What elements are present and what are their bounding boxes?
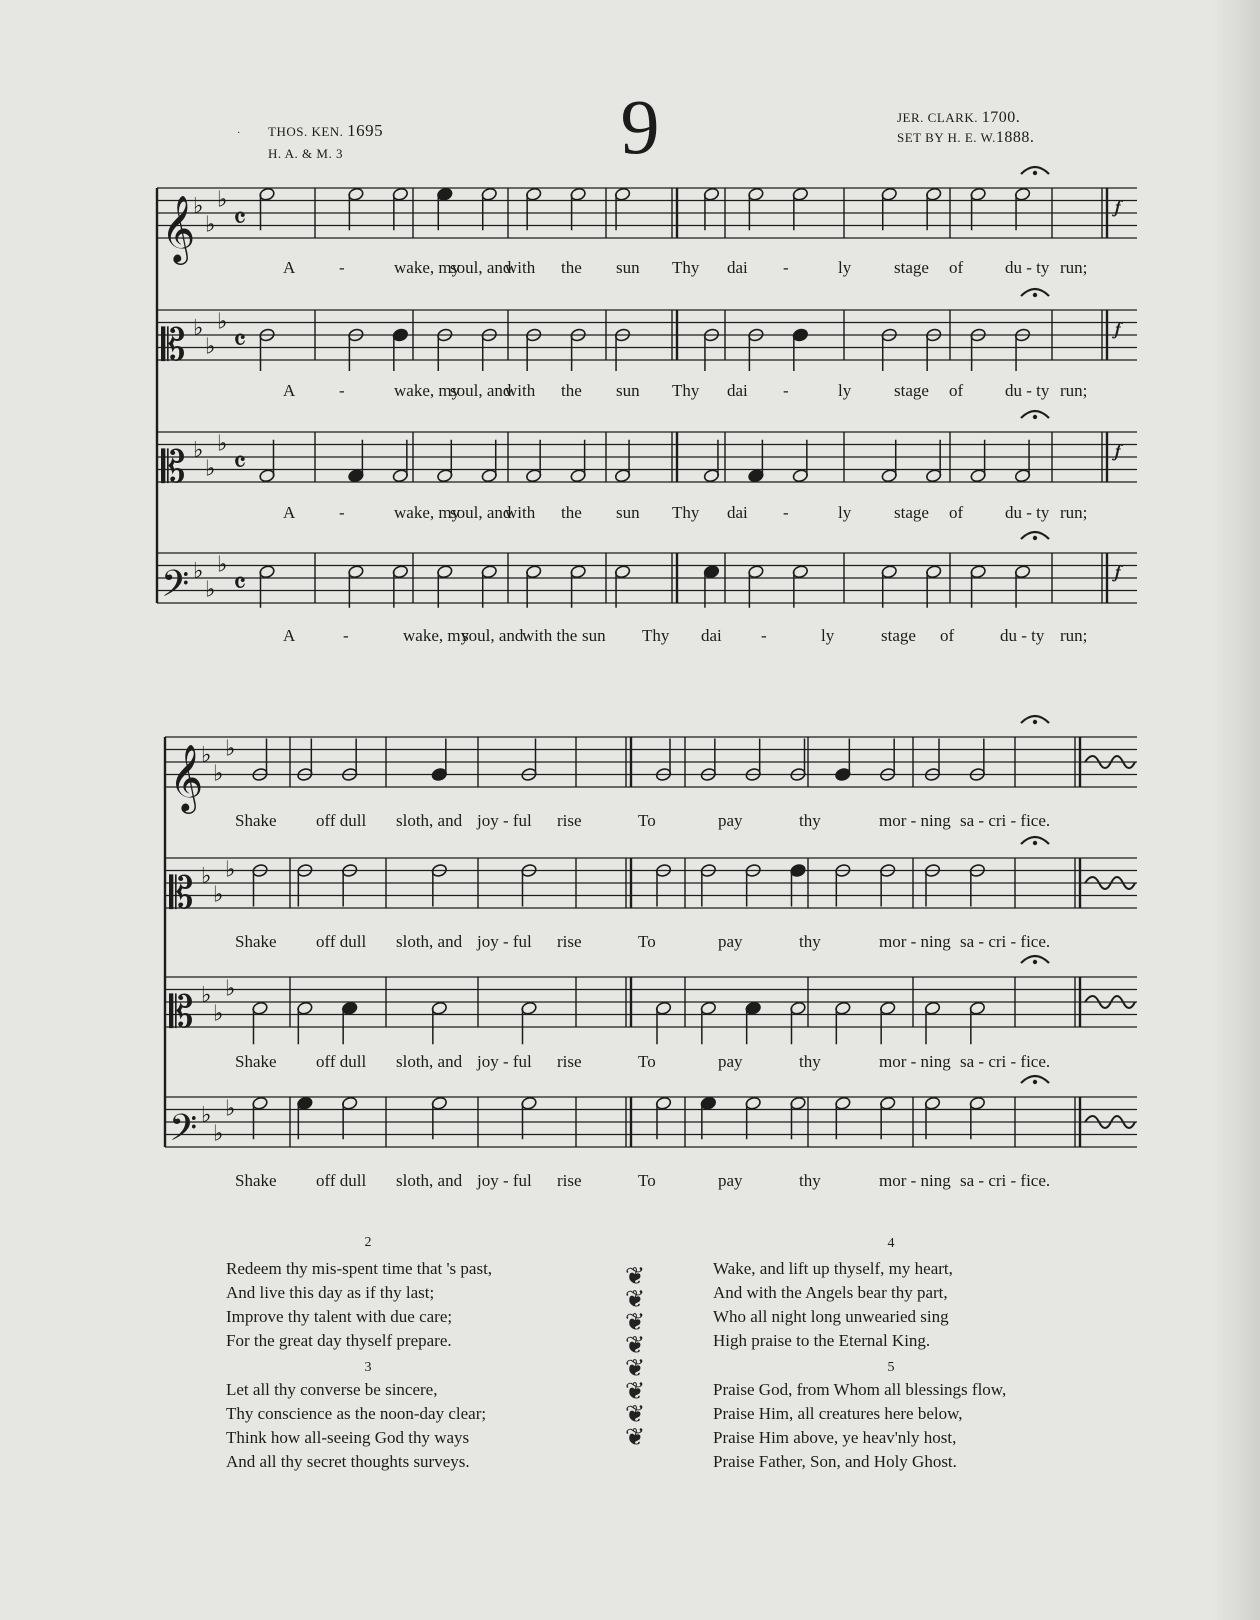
lyric-syllable: du - ty — [1005, 258, 1050, 277]
flat-icon: ♭ — [205, 334, 216, 360]
lyric-syllable: A — [283, 626, 296, 645]
page-speck: · — [237, 128, 241, 139]
verse-line: Think how all-seeing God thy ways — [226, 1428, 470, 1447]
flat-icon: ♭ — [205, 212, 216, 238]
lyric-syllable: off dull — [316, 1171, 367, 1190]
lyric-syllable: wake, my — [394, 258, 461, 277]
lyric-syllable: sa - cri - fice. — [960, 1052, 1051, 1071]
flat-icon: ♭ — [217, 187, 228, 213]
lyric-syllable: - — [783, 503, 789, 522]
lyric-syllable: Shake — [235, 1052, 277, 1071]
lyric-syllable: soul, and — [450, 381, 512, 400]
fleuron-ornament — [618, 1266, 652, 1450]
flat-icon: ♭ — [201, 863, 212, 889]
verse-line: Who all night long unwearied sing — [713, 1307, 949, 1326]
lyric-syllable: sloth, and — [396, 1052, 463, 1071]
lyric-syllable: Shake — [235, 811, 277, 830]
flat-icon: ♭ — [201, 1102, 212, 1128]
lyric-syllable: pay — [718, 932, 743, 951]
flat-icon: ♭ — [213, 761, 224, 787]
lyric-syllable: of — [949, 381, 964, 400]
lyric-syllable: with — [505, 503, 536, 522]
lyric-syllable: joy - ful — [477, 811, 532, 830]
lyric-syllable: Thy — [672, 503, 700, 522]
treble-clef-icon: 𝄞 — [161, 194, 196, 262]
verse-3 — [226, 1378, 486, 1474]
lyric-syllable: mor - ning — [879, 811, 951, 830]
lyric-syllable: sun — [616, 258, 640, 277]
lyric-syllable: stage — [894, 503, 929, 522]
lyric-syllable: of — [940, 626, 955, 645]
lyric-syllable: mor - ning — [879, 932, 951, 951]
lyric-syllable: of — [949, 258, 964, 277]
lyric-syllable: Shake — [235, 1171, 277, 1190]
flat-icon: ♭ — [217, 431, 228, 457]
lyric-syllable: wake, my — [394, 503, 461, 522]
lyric-syllable: rise — [557, 932, 582, 951]
flat-icon: ♭ — [205, 577, 216, 603]
verse-line: And live this day as if thy last; — [226, 1283, 435, 1302]
composer-year: 1700. — [981, 109, 1021, 126]
lyric-syllable: wake, my — [394, 381, 461, 400]
end-flourish-icon: 𝆑 — [1115, 441, 1121, 462]
lyric-syllable: dai — [701, 626, 722, 645]
lyric-syllable: sloth, and — [396, 811, 463, 830]
lyric-syllable: with — [505, 381, 536, 400]
flat-icon: ♭ — [217, 309, 228, 335]
lyric-syllable: To — [638, 1171, 656, 1190]
hymn-number: 9 — [620, 83, 660, 170]
lyric-syllable: - — [783, 258, 789, 277]
lyric-syllable: - — [783, 381, 789, 400]
author-year: 1695 — [347, 121, 384, 140]
verse-line: Improve thy talent with due care; — [226, 1307, 453, 1326]
lyric-syllable: run; — [1060, 626, 1088, 645]
lyric-syllable: mor - ning — [879, 1052, 951, 1071]
lyric-syllable: du - ty — [1005, 381, 1050, 400]
verse-line: High praise to the Eternal King. — [713, 1331, 931, 1350]
lyric-syllable: mor - ning — [879, 1171, 951, 1190]
lyric-syllable: the — [561, 503, 582, 522]
lyric-syllable: of — [949, 503, 964, 522]
end-flourish-icon: 𝆑 — [1115, 319, 1121, 340]
flat-icon: ♭ — [213, 1121, 224, 1147]
verse-line: Thy conscience as the noon-day clear; — [226, 1404, 487, 1423]
fleuron-icon: ❦ — [624, 1287, 646, 1313]
verse-number: 4 — [887, 1236, 895, 1251]
lyric-syllable: stage — [881, 626, 916, 645]
lyric-syllable: soul, and — [450, 258, 512, 277]
lyric-syllable: off dull — [316, 811, 367, 830]
flat-icon: ♭ — [213, 1001, 224, 1027]
lyric-syllable: with — [505, 258, 536, 277]
lyric-syllable: with the — [522, 626, 578, 645]
lyric-syllable: thy — [799, 1052, 821, 1071]
common-time-icon: 𝄴 — [233, 445, 247, 481]
lyric-syllable: joy - ful — [477, 932, 532, 951]
flat-icon: ♭ — [193, 193, 204, 219]
fleuron-icon: ❦ — [624, 1379, 646, 1405]
bass-clef-icon: 𝄢 — [169, 1107, 198, 1158]
lyric-syllable: sun — [582, 626, 606, 645]
lyric-syllable: joy - ful — [477, 1052, 532, 1071]
verse-5 — [713, 1378, 1006, 1474]
c-clef-icon: 𝄡 — [169, 868, 194, 919]
lyric-syllable: - — [339, 258, 345, 277]
lyric-syllable: run; — [1060, 381, 1088, 400]
composer-name: JER. CLARK. — [897, 110, 978, 125]
lyric-syllable: off dull — [316, 1052, 367, 1071]
flat-icon: ♭ — [201, 742, 212, 768]
flat-icon: ♭ — [213, 882, 224, 908]
verse-line: Praise God, from Whom all blessings flow, — [713, 1380, 1007, 1399]
flat-icon: ♭ — [217, 552, 228, 578]
lyric-syllable: sloth, and — [396, 1171, 463, 1190]
lyric-syllable: the — [561, 381, 582, 400]
common-time-icon: 𝄴 — [233, 566, 247, 602]
lyric-syllable: A — [283, 503, 296, 522]
lyric-syllable: joy - ful — [477, 1171, 532, 1190]
fleuron-icon: ❦ — [624, 1333, 646, 1359]
verse-2 — [226, 1257, 492, 1353]
lyric-syllable: sa - cri - fice. — [960, 811, 1051, 830]
verse-number: 3 — [364, 1360, 372, 1375]
verse-line: And all thy secret thoughts surveys. — [226, 1452, 470, 1471]
lyric-syllable: soul, and — [462, 626, 524, 645]
lyric-syllable: ly — [838, 503, 852, 522]
lyric-syllable: A — [283, 381, 296, 400]
fermata-dot — [1033, 720, 1037, 724]
lyric-syllable: thy — [799, 932, 821, 951]
flat-icon: ♭ — [201, 982, 212, 1008]
common-time-icon: 𝄴 — [233, 323, 247, 359]
lyric-syllable: Thy — [642, 626, 670, 645]
fleuron-icon: ❦ — [624, 1402, 646, 1428]
lyric-syllable: ly — [838, 381, 852, 400]
fleuron-icon: ❦ — [624, 1310, 646, 1336]
verse-line: For the great day thyself prepare. — [226, 1331, 452, 1350]
fermata-dot — [1033, 1080, 1037, 1084]
lyric-syllable: To — [638, 932, 656, 951]
lyric-syllable: thy — [799, 1171, 821, 1190]
flat-icon: ♭ — [205, 456, 216, 482]
fermata-dot — [1033, 415, 1037, 419]
end-flourish-icon: 𝆑 — [1115, 562, 1121, 583]
verse-line: Wake, and lift up thyself, my heart, — [713, 1259, 953, 1278]
verse-line: Praise Father, Son, and Holy Ghost. — [713, 1452, 957, 1471]
flat-icon: ♭ — [225, 736, 236, 762]
lyric-syllable: Thy — [672, 381, 700, 400]
c-clef-icon: 𝄡 — [161, 442, 186, 493]
fermata-dot — [1033, 960, 1037, 964]
flat-icon: ♭ — [193, 558, 204, 584]
verse-line: Let all thy converse be sincere, — [226, 1380, 438, 1399]
flat-icon: ♭ — [225, 857, 236, 883]
lyric-syllable: thy — [799, 811, 821, 830]
lyric-syllable: A — [283, 258, 296, 277]
lyric-syllable: Shake — [235, 932, 277, 951]
flat-icon: ♭ — [225, 1096, 236, 1122]
lyric-syllable: rise — [557, 1171, 582, 1190]
lyric-syllable: pay — [718, 1171, 743, 1190]
fermata-dot — [1033, 536, 1037, 540]
arranger-name: SET BY H. E. W. — [897, 130, 996, 145]
lyric-syllable: the — [561, 258, 582, 277]
lyric-syllable: stage — [894, 381, 929, 400]
lyric-syllable: run; — [1060, 503, 1088, 522]
lyric-syllable: pay — [718, 1052, 743, 1071]
fleuron-icon: ❦ — [624, 1425, 646, 1451]
lyric-syllable: sloth, and — [396, 932, 463, 951]
hymnal-reference: H. A. & M. 3 — [268, 146, 343, 161]
fermata-dot — [1033, 841, 1037, 845]
lyric-syllable: sun — [616, 503, 640, 522]
common-time-icon: 𝄴 — [233, 201, 247, 237]
lyric-syllable: - — [761, 626, 767, 645]
lyric-syllable: - — [339, 503, 345, 522]
fermata-dot — [1033, 293, 1037, 297]
lyric-syllable: rise — [557, 1052, 582, 1071]
lyric-syllable: - — [343, 626, 349, 645]
lyric-syllable: ly — [821, 626, 835, 645]
lyric-syllable: soul, and — [450, 503, 512, 522]
arranger-year: 1888. — [995, 129, 1035, 146]
lyric-syllable: wake, my — [403, 626, 470, 645]
lyric-syllable: stage — [894, 258, 929, 277]
lyric-syllable: run; — [1060, 258, 1088, 277]
verse-line: Redeem thy mis-spent time that 's past, — [226, 1259, 493, 1278]
lyric-syllable: dai — [727, 381, 748, 400]
fermata-dot — [1033, 171, 1037, 175]
lyric-syllable: - — [339, 381, 345, 400]
author-name: THOS. KEN. — [268, 124, 344, 139]
c-clef-icon: 𝄡 — [169, 987, 194, 1038]
lyric-syllable: du - ty — [1005, 503, 1050, 522]
lyric-syllable: To — [638, 1052, 656, 1071]
verse-line: And with the Angels bear thy part, — [713, 1283, 948, 1302]
lyric-syllable: dai — [727, 258, 748, 277]
verse-number: 2 — [364, 1235, 372, 1250]
lyric-syllable: du - ty — [1000, 626, 1045, 645]
bass-clef-icon: 𝄢 — [161, 563, 190, 614]
lyric-syllable: sa - cri - fice. — [960, 1171, 1051, 1190]
lyric-syllable: sa - cri - fice. — [960, 932, 1051, 951]
lyric-syllable: sun — [616, 381, 640, 400]
end-flourish-icon: 𝆑 — [1115, 197, 1121, 218]
lyric-syllable: Thy — [672, 258, 700, 277]
lyric-syllable: To — [638, 811, 656, 830]
treble-clef-icon: 𝄞 — [169, 743, 204, 811]
fleuron-icon: ❦ — [624, 1356, 646, 1382]
lyric-syllable: rise — [557, 811, 582, 830]
lyric-syllable: ly — [838, 258, 852, 277]
lyric-syllable: off dull — [316, 932, 367, 951]
verse-number: 5 — [887, 1360, 895, 1375]
flat-icon: ♭ — [193, 437, 204, 463]
verse-line: Praise Him above, ye heav'nly host, — [713, 1428, 957, 1447]
fleuron-icon: ❦ — [624, 1264, 646, 1290]
lyric-syllable: dai — [727, 503, 748, 522]
c-clef-icon: 𝄡 — [161, 320, 186, 371]
flat-icon: ♭ — [225, 976, 236, 1002]
verse-line: Praise Him, all creatures here below, — [713, 1404, 963, 1423]
verse-4 — [713, 1257, 953, 1353]
flat-icon: ♭ — [193, 315, 204, 341]
lyric-syllable: pay — [718, 811, 743, 830]
